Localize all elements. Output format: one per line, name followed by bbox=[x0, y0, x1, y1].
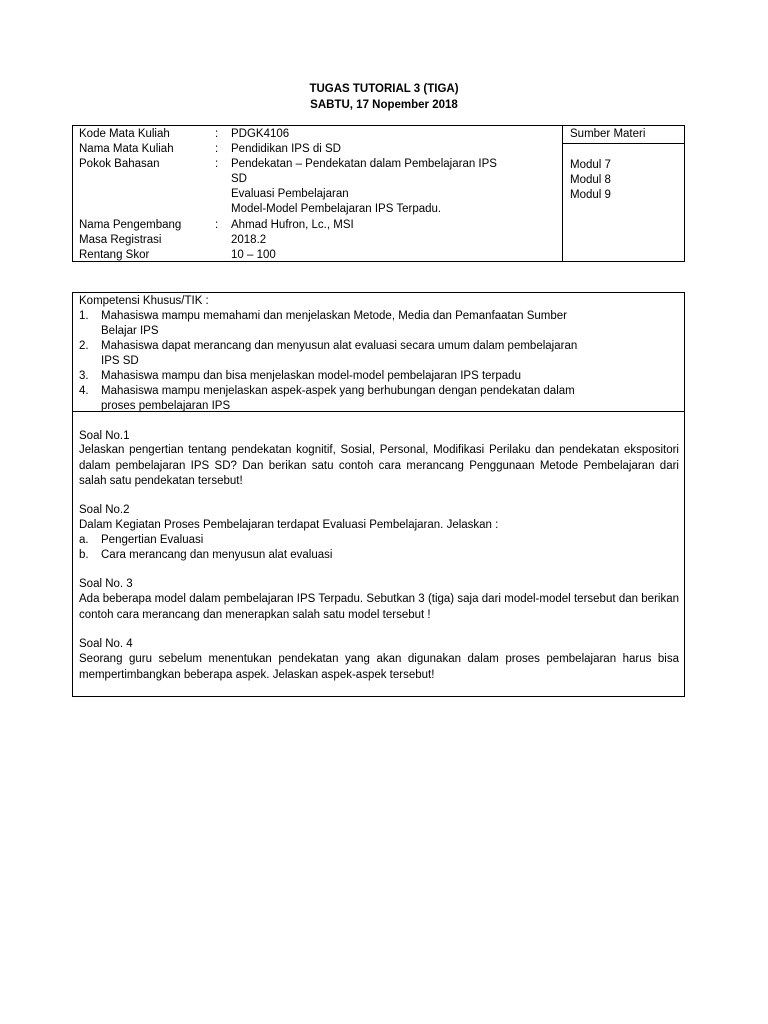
registrasi-value: 2018.2 bbox=[231, 234, 267, 246]
competency-number: 3. bbox=[79, 370, 89, 382]
table-column-divider bbox=[562, 126, 563, 261]
competency-number: 1. bbox=[79, 310, 89, 322]
skor-label: Rentang Skor bbox=[79, 249, 150, 261]
sumber-item: Modul 9 bbox=[570, 189, 611, 201]
colon: : bbox=[215, 158, 219, 170]
colon: : bbox=[215, 143, 219, 155]
skor-value: 10 – 100 bbox=[231, 249, 276, 261]
document-title: TUGAS TUTORIAL 3 (TIGA) bbox=[309, 83, 459, 95]
nama-value: Pendidikan IPS di SD bbox=[231, 143, 341, 155]
competency-item-1-line-1: Mahasiswa mampu memahami dan menjelaskan Metode, Media dan Pemanfaatan Sumber bbox=[101, 310, 567, 322]
pokok-value-4: Model-Model Pembelajaran IPS Terpadu. bbox=[231, 203, 442, 215]
registrasi-label: Masa Registrasi bbox=[79, 234, 162, 246]
kode-label: Kode Mata Kuliah bbox=[79, 128, 170, 140]
competency-number: 2. bbox=[79, 340, 89, 352]
q2-item-a: Pengertian Evaluasi bbox=[101, 534, 204, 546]
tasks-box bbox=[72, 292, 685, 697]
q2-item-letter: b. bbox=[79, 549, 89, 561]
q4-text: Seorang guru sebelum menentukan pendekatan yang akan digunakan dalam proses pembelajaran harus bisa mempertimbangkan beberapa aspek. Jelaskan aspek-aspek tersebut! bbox=[79, 653, 679, 681]
competency-number: 4. bbox=[79, 385, 89, 397]
competency-item-3-line-1: Mahasiswa mampu dan bisa menjelaskan model-model pembelajaran IPS terpadu bbox=[101, 370, 521, 382]
q2-title: Soal No.2 bbox=[79, 504, 130, 516]
competency-item-4-line-1: Mahasiswa mampu menjelaskan aspek-aspek yang berhubungan dengan pendekatan dalam bbox=[101, 385, 575, 397]
course-info-table bbox=[72, 125, 685, 262]
competency-item-2-line-2: IPS SD bbox=[101, 355, 139, 367]
pokok-value-2: SD bbox=[231, 173, 247, 185]
q2-item-b: Cara merancang dan menyusun alat evaluasi bbox=[101, 549, 333, 561]
pengembang-value: Ahmad Hufron, Lc., MSI bbox=[231, 219, 354, 231]
q3-title: Soal No. 3 bbox=[79, 578, 133, 590]
pokok-value-3: Evaluasi Pembelajaran bbox=[231, 188, 349, 200]
q1-title: Soal No.1 bbox=[79, 430, 130, 442]
competency-item-4-line-2: proses pembelajaran IPS bbox=[101, 400, 231, 412]
q3-text: Ada beberapa model dalam pembelajaran IPS Terpadu. Sebutkan 3 (tiga) saja dari model-model tersebut dan berikan contoh cara merancang dan menerapkan salah satu model tersebut ! bbox=[79, 593, 679, 621]
pokok-value-1: Pendekatan – Pendekatan dalam Pembelajaran IPS bbox=[231, 158, 497, 170]
sumber-item: Modul 8 bbox=[570, 174, 611, 186]
kode-value: PDGK4106 bbox=[231, 128, 290, 140]
table-header-divider bbox=[562, 143, 684, 144]
sumber-materi-header: Sumber Materi bbox=[570, 128, 646, 140]
colon: : bbox=[215, 219, 219, 231]
q2-item-letter: a. bbox=[79, 534, 89, 546]
q4-title: Soal No. 4 bbox=[79, 638, 133, 650]
competency-item-1-line-2: Belajar IPS bbox=[101, 325, 159, 337]
competency-heading: Kompetensi Khusus/TIK : bbox=[79, 295, 209, 307]
q2-text: Dalam Kegiatan Proses Pembelajaran terdapat Evaluasi Pembelajaran. Jelaskan : bbox=[79, 519, 499, 531]
document-date: SABTU, 17 Nopember 2018 bbox=[310, 99, 458, 111]
q1-text: Jelaskan pengertian tentang pendekatan kognitif, Sosial, Personal, Modifikasi Perilaku dan pendekatan ekspositori dalam pembelajaran IPS SD? Dan berikan satu contoh cara merancang Penggunaan Metode Pembelajaran dari salah satu pendekatan tersebut! bbox=[79, 444, 679, 487]
competency-item-2-line-1: Mahasiswa dapat merancang dan menyusun alat evaluasi secara umum dalam pembelajaran bbox=[101, 340, 578, 352]
nama-label: Nama Mata Kuliah bbox=[79, 143, 174, 155]
pokok-label: Pokok Bahasan bbox=[79, 158, 160, 170]
pengembang-label: Nama Pengembang bbox=[79, 219, 182, 231]
section-divider bbox=[73, 411, 684, 412]
sumber-item: Modul 7 bbox=[570, 159, 611, 171]
colon: : bbox=[215, 128, 219, 140]
